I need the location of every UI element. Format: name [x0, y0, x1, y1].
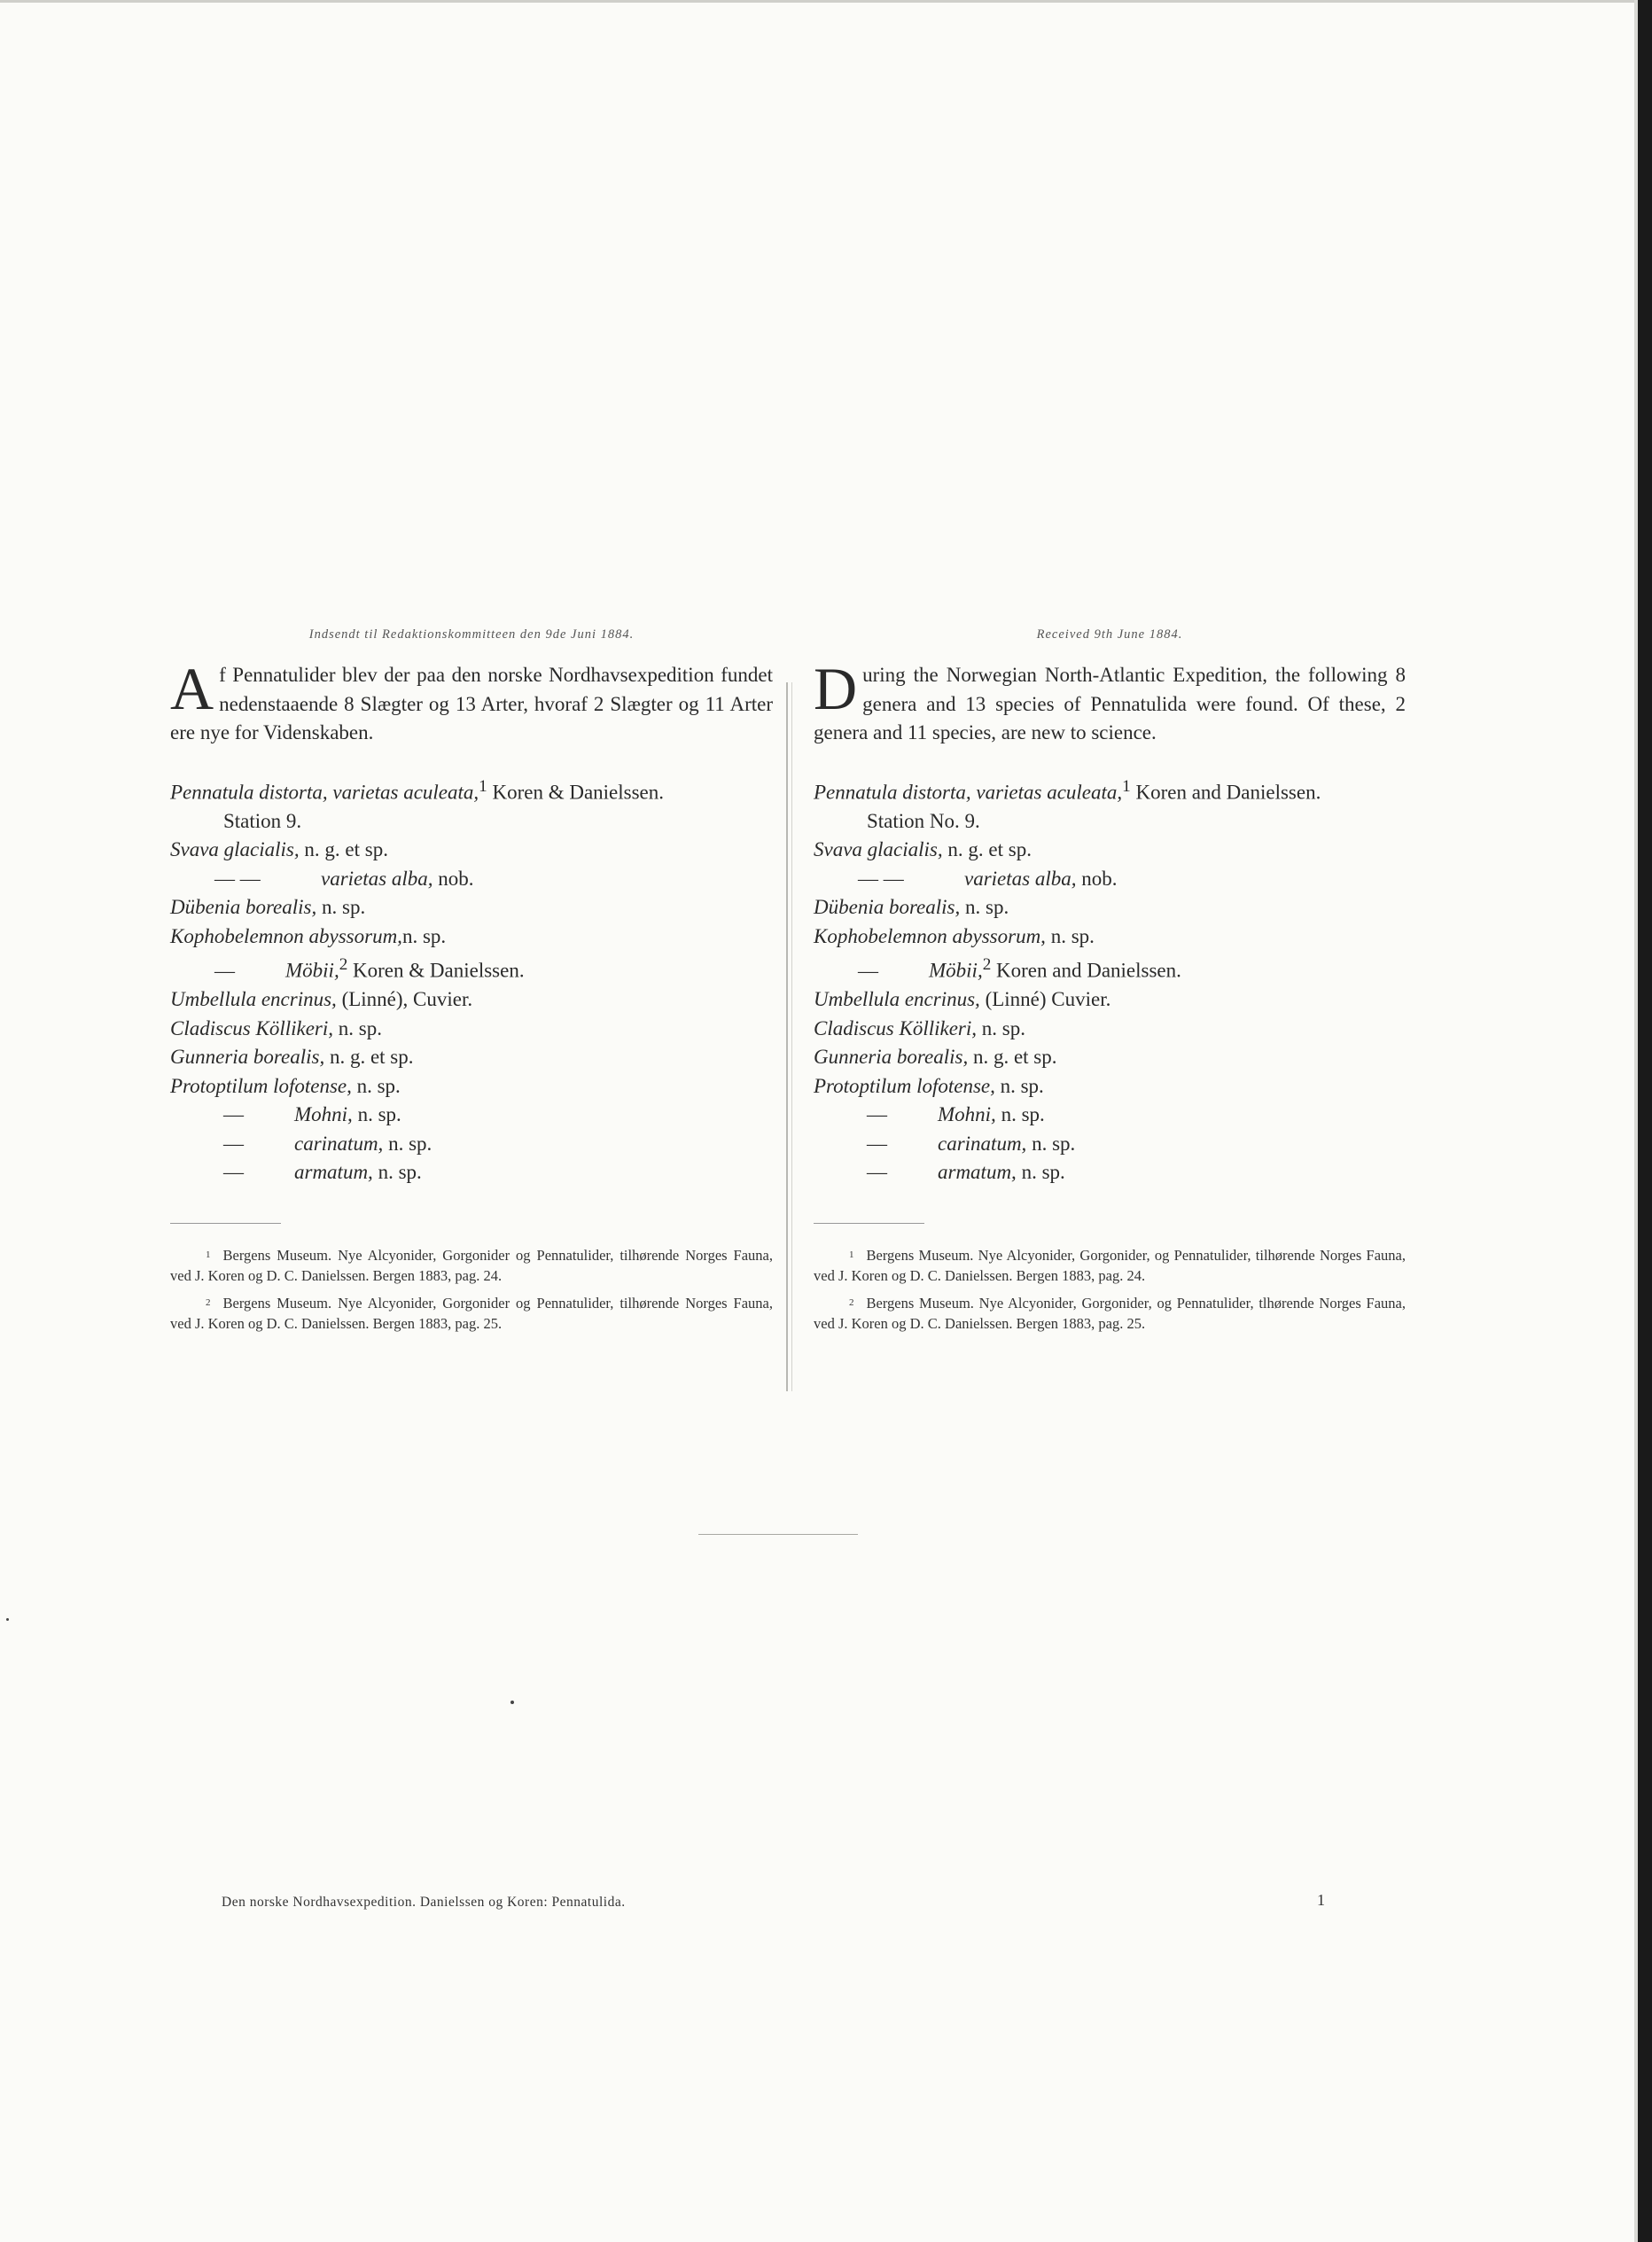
station-line: Station 9. — [223, 809, 302, 832]
species-item: — armatum, n. sp. — [223, 1161, 422, 1184]
section-end-rule — [698, 1534, 858, 1535]
received-note: Received 9th June 1884. — [1036, 627, 1183, 642]
species-item: Kophobelemnon abyssorum, n. sp. — [814, 924, 1095, 947]
column-divider — [786, 682, 788, 1391]
footnote-rule — [170, 1223, 281, 1224]
footnote-2: $^2$ Bergens Museum. Nye Alcyonider, Gorgonider og Pennatulider, tilhørende Norges Fauna, ved J. Koren og D. C. Danielssen. Bergen 1883, pag. 25. — [170, 1294, 773, 1332]
scan-top-edge — [0, 0, 1652, 3]
english-column — [814, 620, 1406, 1341]
species-item: — Möbii,$^2$ Koren and Danielssen. — [858, 955, 1181, 982]
species-item: — — varietas alba, nob. — [214, 867, 474, 890]
intro-paragraph — [170, 655, 773, 748]
species-item: — carinatum, n. sp. — [867, 1132, 1076, 1155]
intro-text: uring the Norwegian North-Atlantic Expedition, the following 8 genera and 13 species of Pennatulida were found. Of these, 2 genera and 11 species, are new to science. — [814, 664, 1406, 743]
print-speck — [6, 1618, 9, 1621]
species-item: Protoptilum lofotense, n. sp. — [814, 1074, 1044, 1097]
species-item: Cladiscus Köllikeri, n. sp. — [170, 1016, 382, 1039]
footnote-1: $^1$ Bergens Museum. Nye Alcyonider, Gorgonider og Pennatulider, tilhørende Norges Fauna, ved J. Koren og D. C. Danielssen. Bergen 1883, pag. 24. — [170, 1246, 773, 1284]
species-item: — carinatum, n. sp. — [223, 1132, 432, 1155]
drop-cap: D — [814, 655, 858, 722]
species-item: — armatum, n. sp. — [867, 1161, 1065, 1184]
species-item: Svava glacialis, n. g. et sp. — [170, 838, 388, 861]
scan-right-edge — [1638, 0, 1652, 2242]
footnote-1: $^1$ Bergens Museum. Nye Alcyonider, Gorgonider, og Pennatulider, tilhørende Norges Fauna, ved J. Koren og D. C. Danielssen. Bergen 1883, pag. 24. — [814, 1246, 1406, 1284]
species-item: Pennatula distorta, varietas aculeata,$^1$ Koren and Danielssen. — [814, 776, 1321, 804]
intro-paragraph — [814, 655, 1406, 748]
species-list — [814, 773, 1406, 1187]
footnote-rule — [814, 1223, 924, 1224]
species-list — [170, 773, 773, 1187]
species-item: Umbellula encrinus, (Linné) Cuvier. — [814, 988, 1111, 1011]
received-note: Indsendt til Redaktionskommitteen den 9de Juni 1884. — [308, 627, 635, 642]
species-item: Cladiscus Köllikeri, n. sp. — [814, 1016, 1025, 1039]
page-number: 1 — [1317, 1891, 1325, 1909]
species-item: Gunneria borealis, n. g. et sp. — [814, 1046, 1057, 1069]
species-item: — Mohni, n. sp. — [223, 1103, 401, 1126]
species-item: — — varietas alba, nob. — [858, 867, 1118, 890]
running-footer: Den norske Nordhavsexpedition. Danielssen og Koren: Pennatulida. — [222, 1895, 626, 1910]
species-item: Dübenia borealis, n. sp. — [170, 896, 366, 919]
species-item: — Mohni, n. sp. — [867, 1103, 1045, 1126]
footnote-2: $^2$ Bergens Museum. Nye Alcyonider, Gorgonider, og Pennatulider, tlhørende Norges Fauna, ved J. Koren og D. C. Danielssen. Bergen 1883, pag. 25. — [814, 1294, 1406, 1332]
species-item: Protoptilum lofotense, n. sp. — [170, 1074, 401, 1097]
drop-cap: A — [170, 655, 214, 722]
species-item: Svava glacialis, n. g. et sp. — [814, 838, 1032, 861]
species-item: Umbellula encrinus, (Linné), Cuvier. — [170, 988, 473, 1011]
norwegian-column — [170, 620, 773, 1341]
intro-text: f Pennatulider blev der paa den norske Nordhavsexpedition fundet nedenstaaende 8 Slægter og 13 Arter, hvoraf 2 Slægter og 11 Arter ere nye for Videnskaben. — [170, 664, 773, 743]
station-line: Station No. 9. — [867, 809, 980, 832]
species-item: Pennatula distorta, varietas aculeata,$^1$ Koren & Danielssen. — [170, 776, 665, 804]
species-item: — Möbii,$^2$ Koren & Danielssen. — [214, 955, 525, 982]
species-item: Kophobelemnon abyssorum,n. sp. — [170, 924, 447, 947]
species-item: Dübenia borealis, n. sp. — [814, 896, 1009, 919]
column-divider-inner — [791, 682, 792, 1391]
species-item: Gunneria borealis, n. g. et sp. — [170, 1046, 414, 1069]
print-speck — [510, 1701, 514, 1704]
